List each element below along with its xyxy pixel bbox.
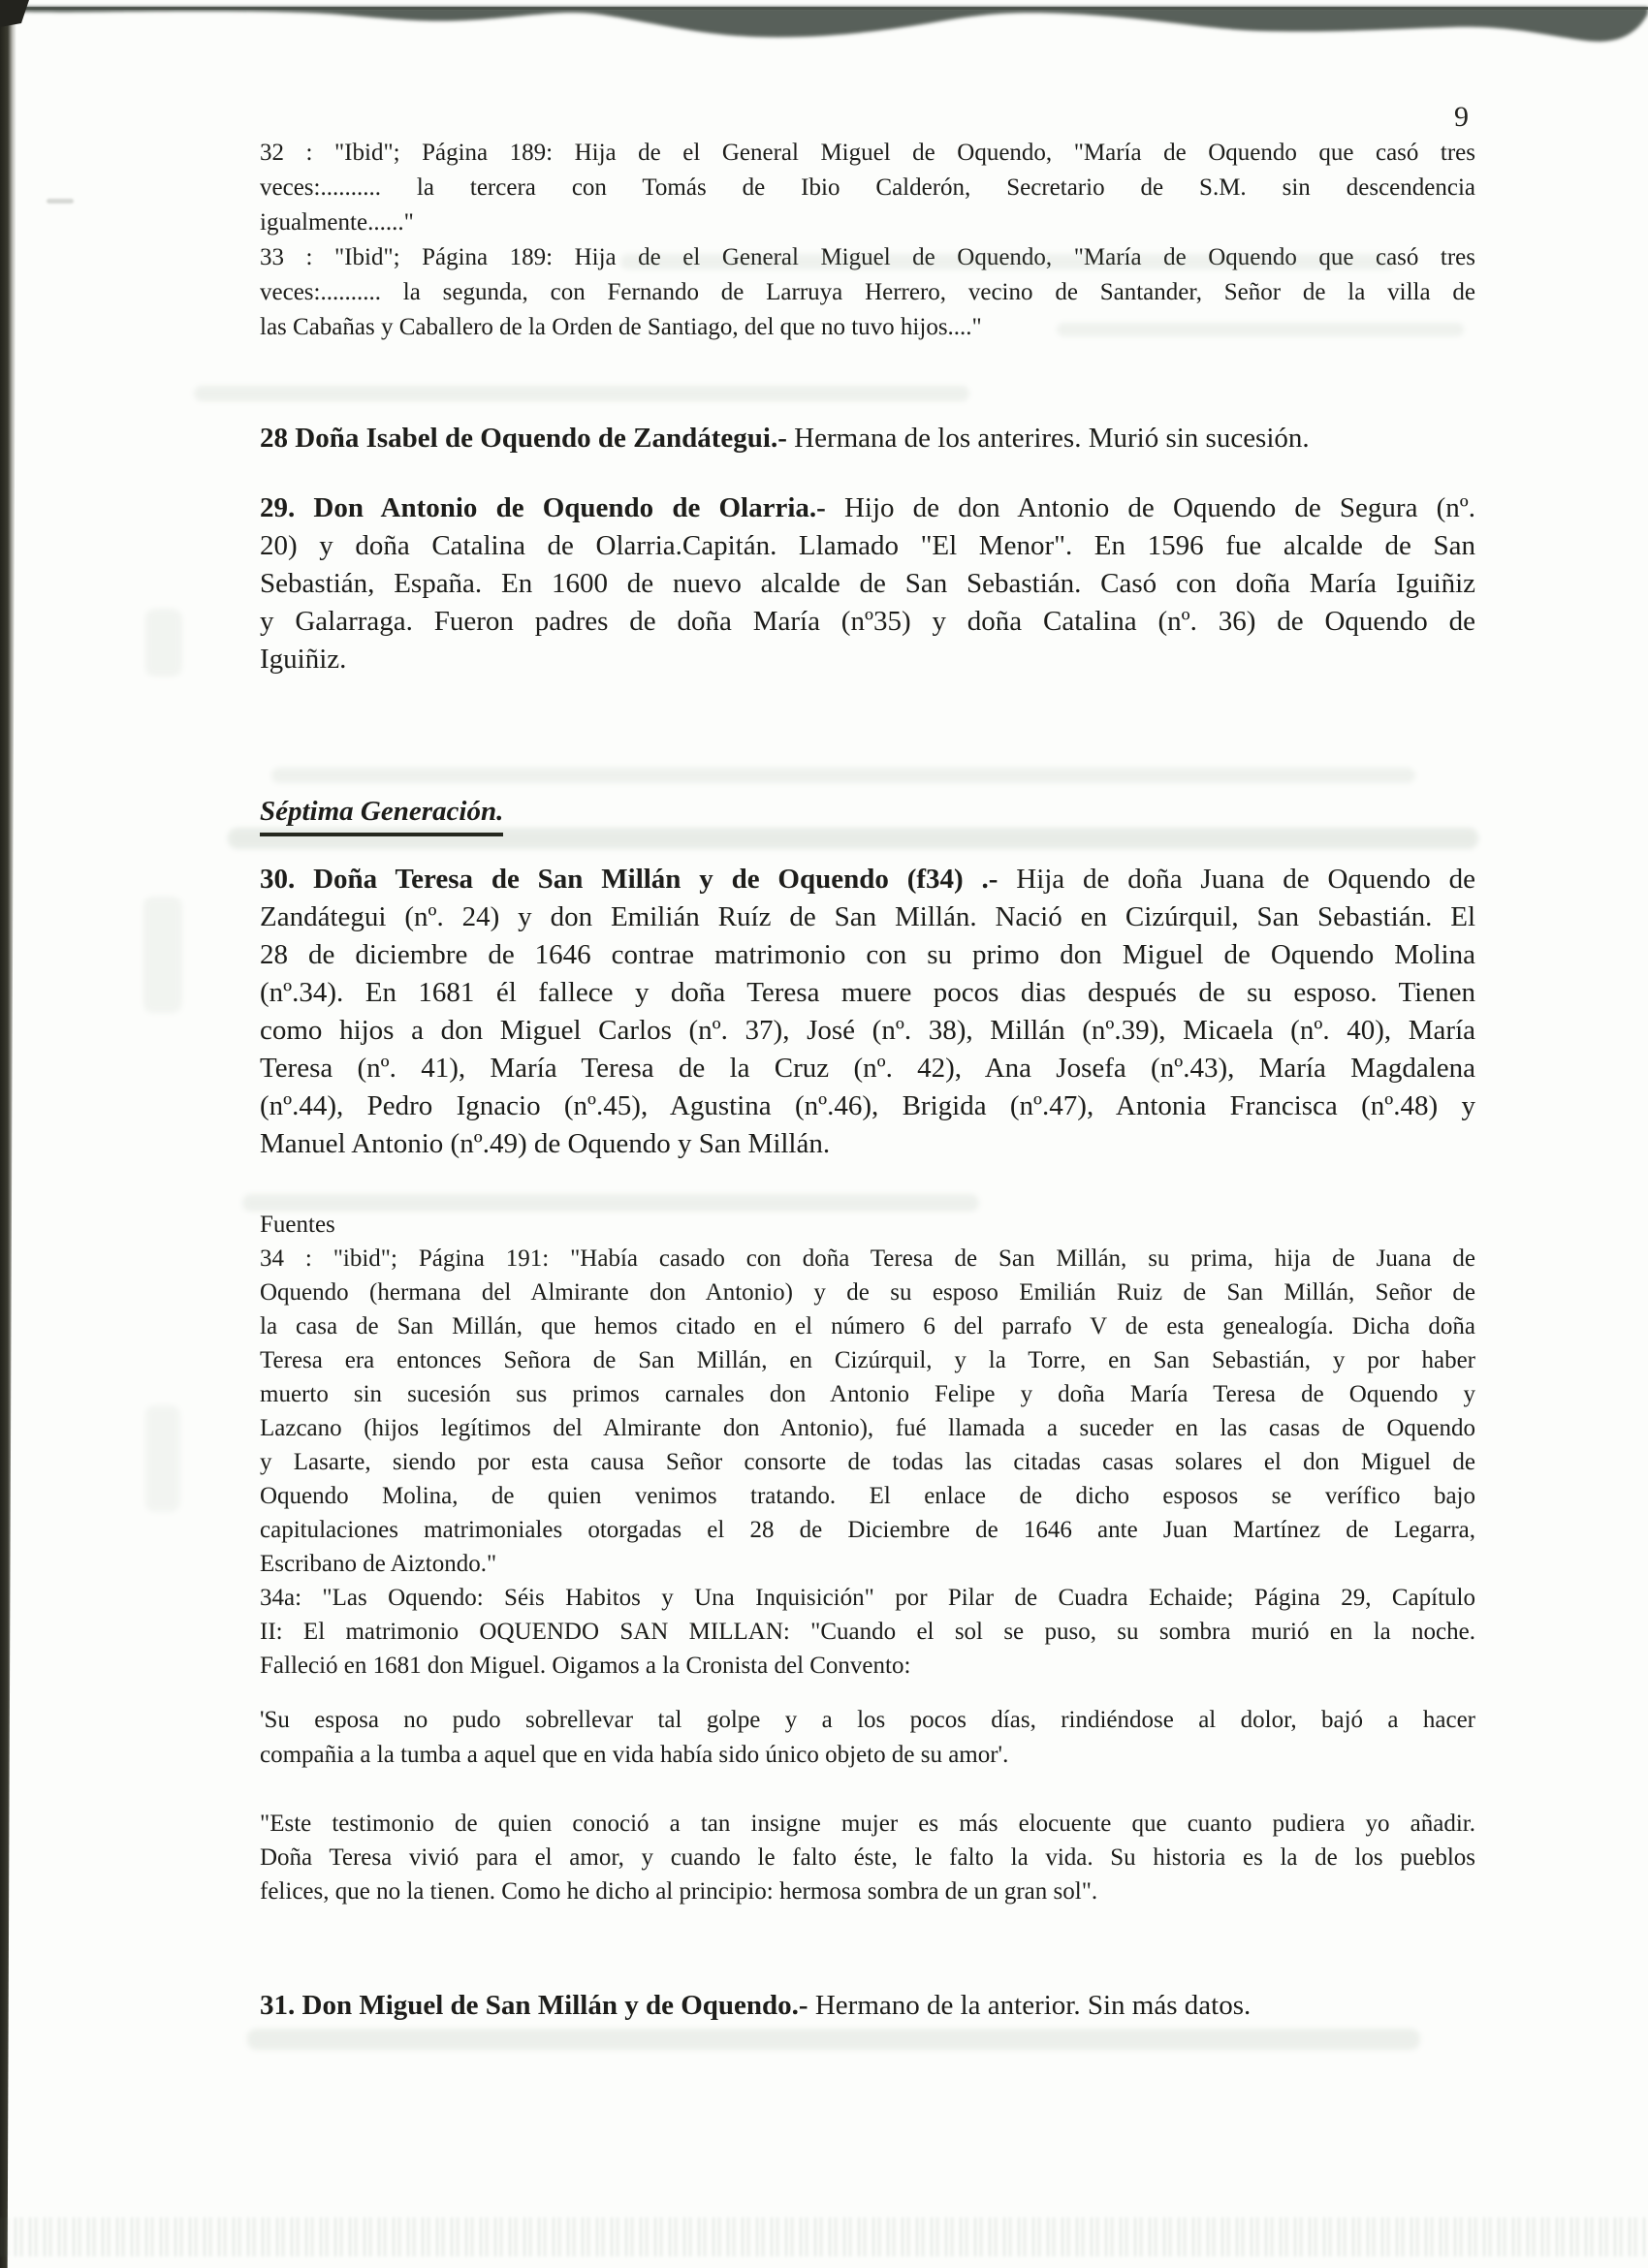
text-segment: 33 : "Ibid"; Página 189: Hija de el General Miguel de Oquendo, "María de Oquendo que casó tres bbox=[260, 244, 1475, 270]
text-segment: Hermana de los anterires. Murió sin sucesión. bbox=[786, 423, 1310, 454]
footnote-34a-line-3 bbox=[260, 1649, 1475, 1683]
bleed-through-smudge bbox=[228, 828, 1478, 849]
quote-cronista-line-2 bbox=[260, 1738, 1475, 1773]
text-segment: Hermano de la anterior. Sin más datos. bbox=[808, 1990, 1252, 2021]
bleed-through-band-bottom bbox=[0, 2218, 1648, 2256]
footnote-34-line-7 bbox=[260, 1445, 1475, 1479]
text-segment: 28 de diciembre de 1646 contrae matrimonio con su primo don Miguel de Oquendo Molina bbox=[260, 939, 1475, 970]
entry-30-line-4 bbox=[260, 974, 1475, 1012]
footnote-34-line-9 bbox=[260, 1513, 1475, 1547]
entry-31-line-1 bbox=[260, 1987, 1475, 2025]
bleed-through-smudge bbox=[620, 254, 1396, 269]
text-segment: veces:.......... la segunda, con Fernando de Larruya Herrero, vecino de Santander, Señor de la villa de bbox=[260, 279, 1475, 305]
heading-septima-generacion-line-1 bbox=[260, 793, 1475, 831]
text-segment: y Lasarte, siendo por esta causa Señor consorte de todas las citadas casas solares el don Miguel de bbox=[260, 1449, 1475, 1475]
entry-29-line-5 bbox=[260, 641, 1475, 678]
footnote-34-line-8 bbox=[260, 1479, 1475, 1513]
text-segment: II: El matrimonio OQUENDO SAN MILLAN: "Cuando el sol se puso, su sombra murió en la noche. bbox=[260, 1619, 1475, 1645]
text-segment: Manuel Antonio (nº.49) de Oquendo y San Millán. bbox=[260, 1128, 831, 1159]
bleed-through-smudge bbox=[143, 897, 182, 1013]
bleed-through-smudge bbox=[194, 386, 969, 401]
footnote-34-line-10 bbox=[260, 1547, 1475, 1581]
footnote-34a-line-1 bbox=[260, 1581, 1475, 1615]
footnote-34-line-4 bbox=[260, 1343, 1475, 1377]
text-segment: Teresa era entonces Señora de San Millán, en Cizúrquil, y la Torre, en San Sebastián, y por haber bbox=[260, 1347, 1475, 1373]
text-segment: compañia a la tumba a aquel que en vida había sido único objeto de su amor'. bbox=[260, 1742, 1009, 1768]
text-segment: Falleció en 1681 don Miguel. Oigamos a la Cronista del Convento: bbox=[260, 1653, 911, 1679]
text-segment: Escribano de Aiztondo." bbox=[260, 1551, 497, 1577]
entry-30-line-6 bbox=[260, 1050, 1475, 1087]
footnote-32-33-line-3 bbox=[260, 205, 1475, 240]
page-number: 9 bbox=[1454, 101, 1469, 133]
entry-29-line-4 bbox=[260, 603, 1475, 641]
bleed-through-smudge bbox=[145, 609, 182, 677]
text-segment: muerto sin sucesión sus primos carnales don Antonio Felipe y doña María Teresa de Oquendo y bbox=[260, 1381, 1475, 1407]
scan-edge-shadow-top bbox=[0, 0, 1648, 58]
footnote-32-33-line-5 bbox=[260, 275, 1475, 310]
text-segment: Teresa (nº. 41), María Teresa de la Cruz (nº. 42), Ana Josefa (nº.43), María Magdalena bbox=[260, 1053, 1475, 1084]
bleed-through-smudge bbox=[247, 2029, 1420, 2050]
text-segment: Oquendo (hermana del Almirante don Antonio) y de su esposo Emilián Ruiz de San Millán, Señor de bbox=[260, 1279, 1475, 1306]
text-segment: 30. Doña Teresa de San Millán y de Oquendo (f34) .- bbox=[260, 864, 998, 895]
text-segment: Sebastián, España. En 1600 de nuevo alcalde de San Sebastián. Casó con doña María Iguiñiz bbox=[260, 568, 1475, 599]
text-segment: veces:.......... la tercera con Tomás de Ibio Calderón, Secretario de S.M. sin descendencia bbox=[260, 174, 1475, 201]
text-segment: Hija de doña Juana de Oquendo de bbox=[998, 864, 1475, 895]
text-segment: 34 : "ibid"; Página 191: "Había casado con doña Teresa de San Millán, su prima, hija de Juana de bbox=[260, 1245, 1475, 1272]
text-segment: 'Su esposa no pudo sobrellevar tal golpe y a los pocos días, rindiéndose al dolor, bajó a hacer bbox=[260, 1707, 1475, 1733]
footnote-34-line-3 bbox=[260, 1309, 1475, 1343]
text-segment: (nº.44), Pedro Ignacio (nº.45), Agustina (nº.46), Brigida (nº.47), Antonia Francisca (nº.48) y bbox=[260, 1090, 1475, 1121]
entry-29-line-3 bbox=[260, 565, 1475, 603]
text-segment: igualmente......" bbox=[260, 209, 414, 236]
text-segment: la casa de San Millán, que hemos citado en el número 6 del parrafo V de esta genealogía. Dicha doña bbox=[260, 1313, 1475, 1339]
entry-30-line-7 bbox=[260, 1087, 1475, 1125]
text-segment: 20) y doña Catalina de Olarria.Capitán. Llamado "El Menor". En 1596 fue alcalde de San bbox=[260, 530, 1475, 561]
text-segment: Doña Teresa vivió para el amor, y cuando le falto éste, le falto la vida. Su historia es la de los pueblos bbox=[260, 1844, 1475, 1871]
text-segment: "Este testimonio de quien conoció a tan insigne mujer es más elocuente que cuanto pudiera yo añadir. bbox=[260, 1811, 1475, 1837]
quote-testimonio-line-1 bbox=[260, 1807, 1475, 1841]
text-segment: 28 Doña Isabel de Oquendo de Zandátegui.- bbox=[260, 423, 787, 454]
footnote-32-33-line-1 bbox=[260, 136, 1475, 171]
bleed-through-smudge bbox=[242, 1194, 979, 1212]
quote-testimonio-line-3 bbox=[260, 1874, 1475, 1908]
entry-30-line-8 bbox=[260, 1125, 1475, 1163]
quote-cronista-line-1 bbox=[260, 1703, 1475, 1738]
entry-30-line-2 bbox=[260, 898, 1475, 936]
footnote-34-line-5 bbox=[260, 1377, 1475, 1411]
text-segment: Séptima Generación. bbox=[260, 793, 503, 836]
entry-28-line-1 bbox=[260, 420, 1475, 457]
text-segment: Iguiñiz. bbox=[260, 644, 347, 675]
footnote-34-line-6 bbox=[260, 1411, 1475, 1445]
entry-30-line-1 bbox=[260, 861, 1475, 898]
text-segment: como hijos a don Miguel Carlos (nº. 37), José (nº. 38), Millán (nº.39), Micaela (nº. 40), María bbox=[260, 1015, 1475, 1046]
text-segment: y Galarraga. Fueron padres de doña María (nº35) y doña Catalina (nº. 36) de Oquendo de bbox=[260, 606, 1475, 637]
footnote-34-line-2 bbox=[260, 1276, 1475, 1309]
text-segment: felices, que no la tienen. Como he dicho al principio: hermosa sombra de un gran sol". bbox=[260, 1878, 1098, 1905]
text-segment: Zandátegui (nº. 24) y don Emilián Ruíz de San Millán. Nació en Cizúrquil, San Sebastián. El bbox=[260, 901, 1475, 932]
text-segment: 34a: "Las Oquendo: Séis Habitos y Una Inquisición" por Pilar de Cuadra Echaide; Página 29, Capítulo bbox=[260, 1585, 1475, 1611]
pencil-mark bbox=[47, 199, 74, 204]
text-segment: Hijo de don Antonio de Oquendo de Segura (nº. bbox=[825, 492, 1475, 523]
bleed-through-smudge bbox=[145, 1405, 180, 1512]
fuentes-label-line-1 bbox=[260, 1208, 1475, 1242]
text-segment: 29. Don Antonio de Oquendo de Olarria.- bbox=[260, 492, 826, 523]
text-segment: 31. Don Miguel de San Millán y de Oquendo.- bbox=[260, 1990, 808, 2021]
text-segment: las Cabañas y Caballero de la Orden de Santiago, del que no tuvo hijos...." bbox=[260, 314, 982, 340]
footnote-34-line-1 bbox=[260, 1242, 1475, 1276]
text-segment: Oquendo Molina, de quien venimos tratando. El enlace de dicho esposos se verífico bajo bbox=[260, 1483, 1475, 1509]
text-segment: 32 : "Ibid"; Página 189: Hija de el General Miguel de Oquendo, "María de Oquendo que casó tres bbox=[260, 140, 1475, 166]
entry-29-line-1 bbox=[260, 489, 1475, 527]
footnote-32-33-line-2 bbox=[260, 171, 1475, 205]
entry-30-line-3 bbox=[260, 936, 1475, 974]
entry-30-line-5 bbox=[260, 1012, 1475, 1050]
footnote-34a-line-2 bbox=[260, 1615, 1475, 1649]
text-segment: Fuentes bbox=[260, 1212, 335, 1238]
text-segment: capitulaciones matrimoniales otorgadas el 28 de Diciembre de 1646 ante Juan Martínez de Legarra, bbox=[260, 1517, 1475, 1543]
text-segment: (nº.34). En 1681 él fallece y doña Teresa muere pocos dias después de su esposo. Tienen bbox=[260, 977, 1475, 1008]
text-segment: Lazcano (hijos legítimos del Almirante don Antonio), fué llamada a suceder en las casas de Oquendo bbox=[260, 1415, 1475, 1441]
quote-testimonio-line-2 bbox=[260, 1841, 1475, 1874]
bleed-through-smudge bbox=[1057, 323, 1464, 336]
entry-29-line-2 bbox=[260, 527, 1475, 565]
bleed-through-smudge bbox=[271, 768, 1415, 783]
